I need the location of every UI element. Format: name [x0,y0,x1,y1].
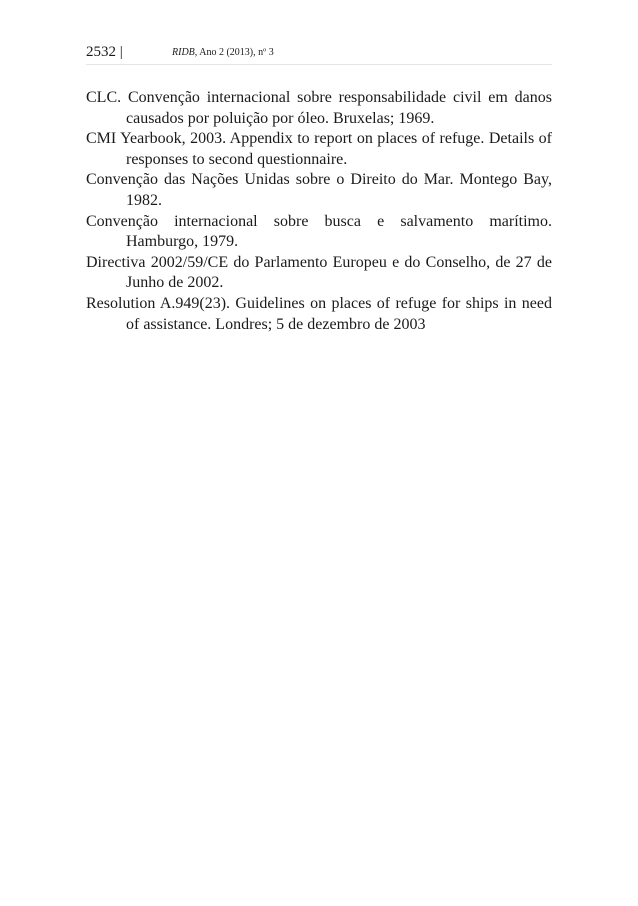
reference-list [86,88,552,335]
reference-entry: Directiva 2002/59/CE do Parlamento Europeu e do Conselho, de 27 de Junho de 2002. [86,253,552,292]
reference-entry: CLC. Convenção internacional sobre responsabilidade civil em danos causados por poluição por óleo. Bruxelas; 1969. [86,89,552,127]
reference-entry: Convenção internacional sobre busca e salvamento marítimo. Hamburgo, 1979. [86,212,552,251]
page-number: 2532 | [86,44,123,60]
running-header [86,40,552,65]
reference-entry: Convenção das Nações Unidas sobre o Direito do Mar. Montego Bay, 1982. [86,171,552,209]
reference-entry: CMI Yearbook, 2003. Appendix to report on places of refuge. Details of responses to second questionnaire. [86,130,552,168]
reference-entry: Resolution A.949(23). Guidelines on places of refuge for ships in need of assistance. Londres; 5 de dezembro de 2003 [86,294,552,333]
journal-name: RIDB [172,47,195,58]
journal-issue: , Ano 2 (2013), nº 3 [194,47,274,58]
journal-citation [172,47,274,59]
